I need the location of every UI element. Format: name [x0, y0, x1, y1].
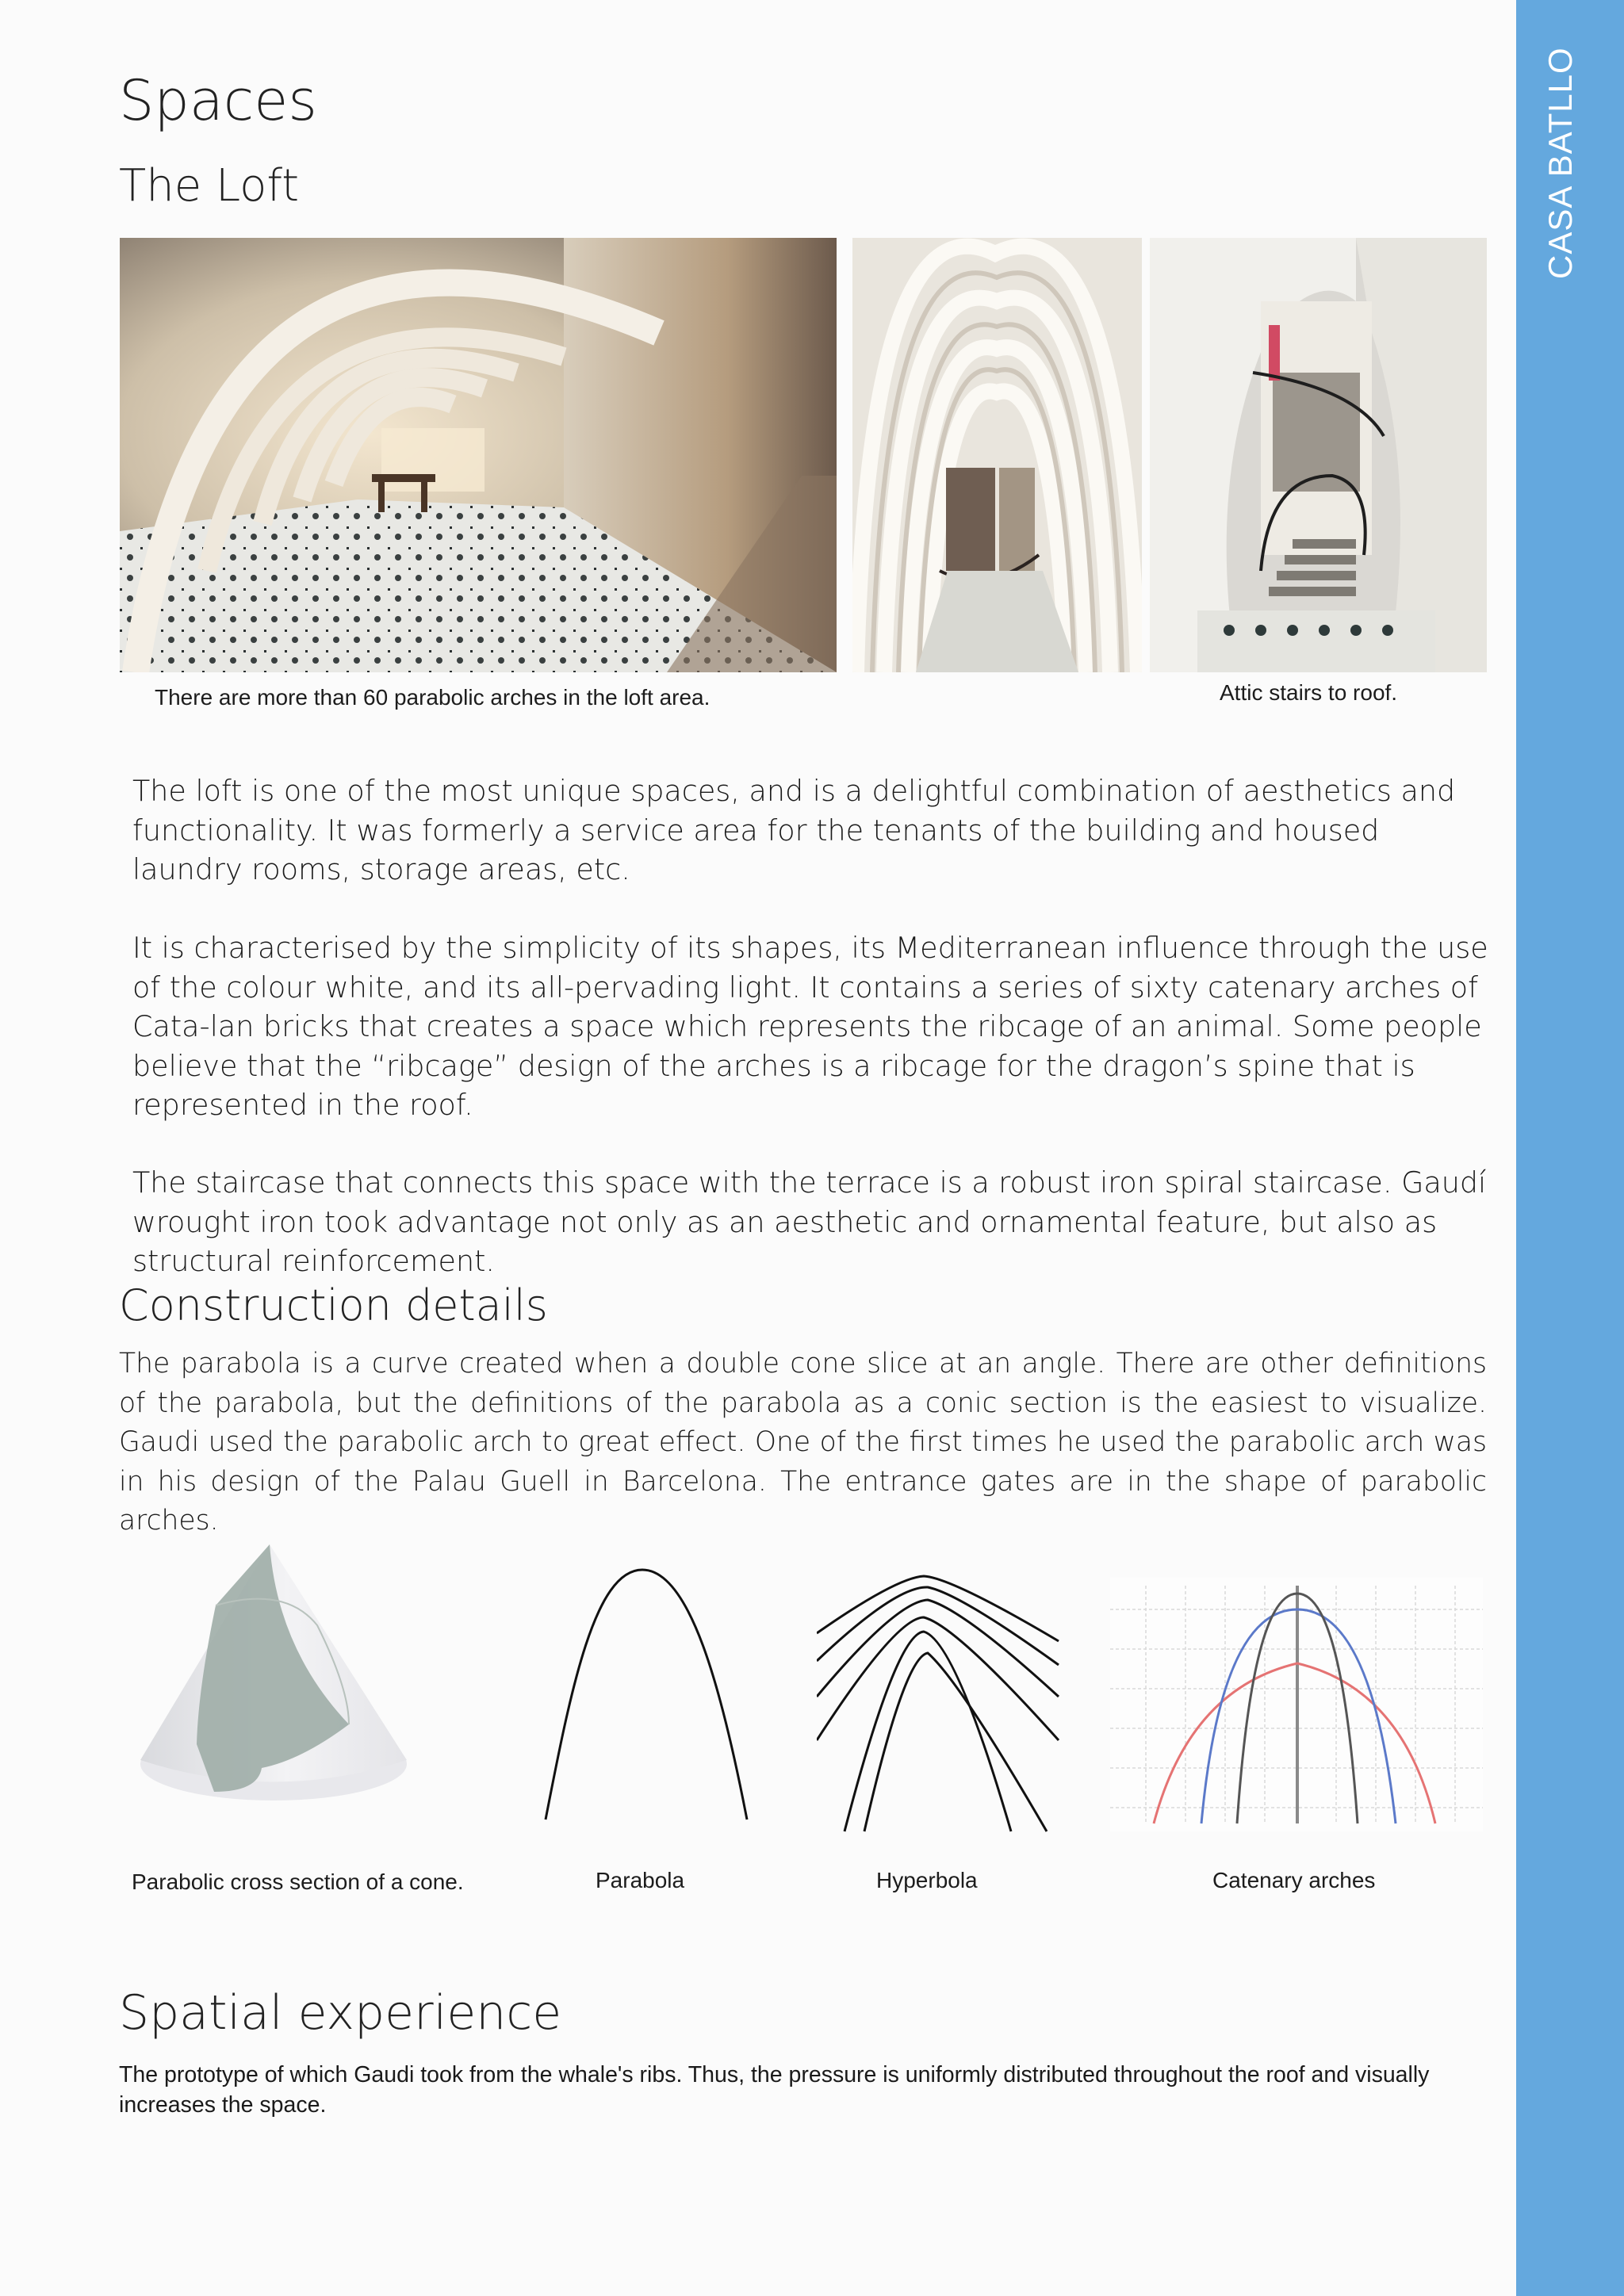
spatial-text: The prototype of which Gaudi took from the whale's ribs. Thus, the pressure is uniformly distributed throughout the roof and visually increases the space. — [119, 2062, 1430, 2118]
spatial-heading: Spatial experience — [119, 1985, 562, 2041]
parabola-caption: Parabola — [596, 1868, 685, 1892]
page-subtitle: The Loft — [119, 160, 300, 212]
cone-caption: Parabolic cross section of a cone. — [132, 1869, 464, 1894]
loft-paragraph-3: The staircase that connects this space with the terrace is a robust iron spiral staircase. Gaudí wrought iron took advantage not only as an aesthetic and ornamental feature, but also as structural reinforcement. — [132, 1165, 1487, 1278]
construction-text: The parabola is a curve created when a double cone slice at an angle. There are other definitions of the parabola, but the definitions of the parabola as a conic section is the easiest to visualize. Gaudi used the parabolic arch to great effect. One of the first times he used the parabolic arch was in his design of the Palau Guell in Barcelona. The entrance gates are in the shape of parabolic arches. — [119, 1348, 1487, 1536]
page-title: Spaces — [119, 68, 317, 133]
parabola-diagram — [539, 1562, 753, 1823]
loft-arches-photo — [120, 238, 837, 672]
sidebar-label: CASA BATLLO — [1542, 47, 1579, 279]
sidebar-band — [1516, 0, 1624, 2296]
hyperbola-diagram — [817, 1570, 1063, 1839]
loft-paragraph-1: The loft is one of the most unique spaces, and is a delightful combination of aesthetics and functionality. It was formerly a service area for the tenants of the building and housed laundry rooms, storage areas, etc. — [132, 774, 1456, 886]
corridor-arches-photo — [852, 238, 1142, 672]
catenary-caption: Catenary arches — [1212, 1868, 1376, 1892]
catenary-diagram — [1110, 1578, 1483, 1831]
attic-stairs-photo — [1150, 238, 1487, 672]
stairs-photo-caption: Attic stairs to roof. — [1220, 680, 1398, 705]
loft-paragraph-2: It is characterised by the simplicity of its shapes, its Mediterranean influence through the use of the colour white, and its all-pervading light. It contains a series of sixty catenary arches of Cata-lan bricks that creates a space which represents the ribcage of an animal. Some people believe that the “ribcage” design of the arches is a ribcage for the dragon’s spine that is represented in the roof. — [132, 931, 1488, 1122]
hyperbola-caption: Hyperbola — [876, 1868, 978, 1892]
construction-heading: Construction details — [119, 1280, 548, 1330]
cone-diagram — [127, 1530, 420, 1816]
loft-photo-caption: There are more than 60 parabolic arches in the loft area. — [155, 685, 710, 710]
